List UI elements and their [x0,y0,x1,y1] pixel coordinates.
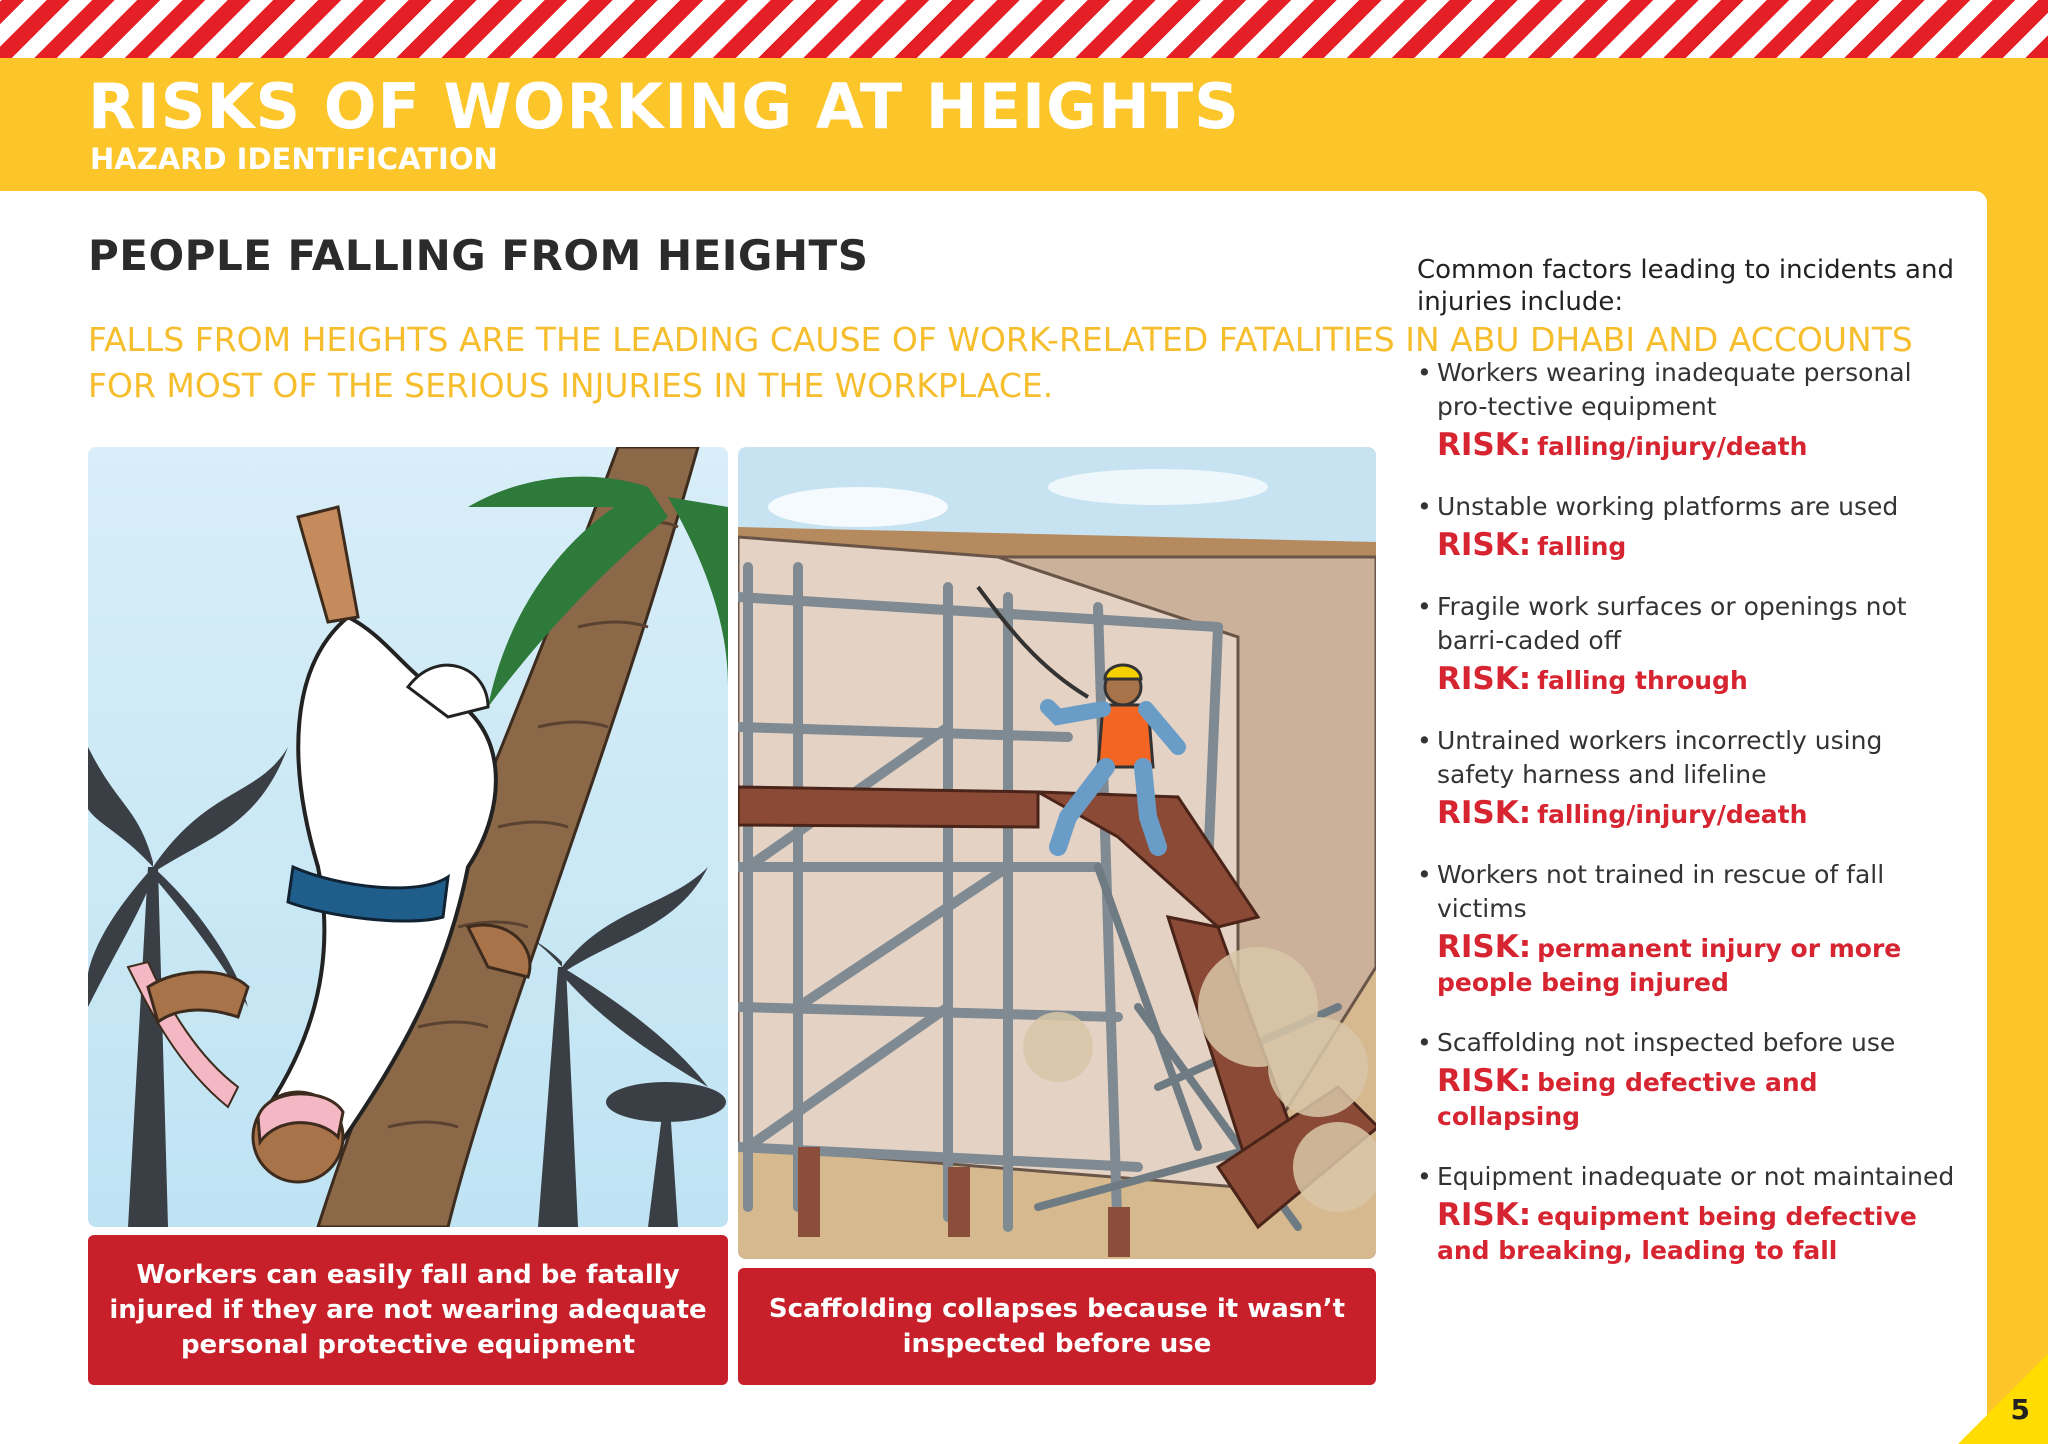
bullet-icon: • [1417,592,1432,621]
factor-text: Equipment inadequate or not maintained [1437,1162,1955,1191]
hazard-stripe-band [0,0,2048,58]
list-item [1417,858,1957,1000]
risk-label: RISK: [1437,1063,1532,1099]
section-heading: PEOPLE FALLING FROM HEIGHTS [88,231,869,280]
risk-text: being defective and collapsing [1437,1068,1818,1131]
page-header [0,58,2048,193]
bullet-icon: • [1417,860,1432,889]
page-subtitle: HAZARD IDENTIFICATION [90,142,498,176]
risk-label: RISK: [1437,661,1532,697]
scaffold-collapse-illustration [738,447,1376,1259]
illustration-caption: Scaffolding collapses because it wasn’t inspected before use [738,1268,1376,1385]
list-item [1417,490,1957,564]
bullet-icon: • [1417,726,1432,755]
bullet-icon: • [1417,1162,1432,1191]
list-item [1417,724,1957,832]
risk-text: permanent injury or more people being injured [1437,934,1902,997]
list-item [1417,1160,1957,1268]
bullet-icon: • [1417,1028,1432,1057]
list-item [1417,356,1957,464]
risk-text: falling [1537,532,1627,561]
risk-label: RISK: [1437,795,1532,831]
bullet-icon: • [1417,492,1432,521]
factor-text: Unstable working platforms are used [1437,492,1899,521]
factor-text: Workers wearing inadequate personal pro-tective equipment [1437,358,1912,421]
lead-statement: FALLS FROM HEIGHTS ARE THE LEADING CAUSE OF WORK-RELATED FATALITIES IN ABU DHABI AND ACCOUNTS FOR MOST OF THE SERIOUS INJURIES IN THE WORKPLACE. [88,320,1913,405]
risk-text: falling/injury/death [1537,432,1808,461]
list-item [1417,590,1957,698]
risk-text: falling through [1537,666,1748,695]
palm-tree-fall-illustration [88,447,728,1227]
risk-text: equipment being defective and breaking, leading to fall [1437,1202,1917,1265]
factor-text: Fragile work surfaces or openings not barri-caded off [1437,592,1907,655]
page-corner-tab [1958,1354,2048,1444]
bullet-icon: • [1417,358,1432,387]
factor-text: Untrained workers incorrectly using safety harness and lifeline [1437,726,1883,789]
risk-label: RISK: [1437,527,1532,563]
risk-label: RISK: [1437,1197,1532,1233]
list-item [1417,1026,1957,1134]
risk-factors-list [1417,254,1957,1294]
risk-label: RISK: [1437,929,1532,965]
risk-label: RISK: [1437,427,1532,463]
illustration-caption: Workers can easily fall and be fatally injured if they are not wearing adequate personal protective equipment [88,1235,728,1385]
factor-text: Workers not trained in rescue of fall victims [1437,860,1885,923]
factors-intro: Common factors leading to incidents and injuries include: [1417,255,1954,317]
risk-text: falling/injury/death [1537,800,1808,829]
factor-text: Scaffolding not inspected before use [1437,1028,1896,1057]
page-title: RISKS OF WORKING AT HEIGHTS [88,70,1240,143]
page-number: 5 [2010,1393,2030,1426]
